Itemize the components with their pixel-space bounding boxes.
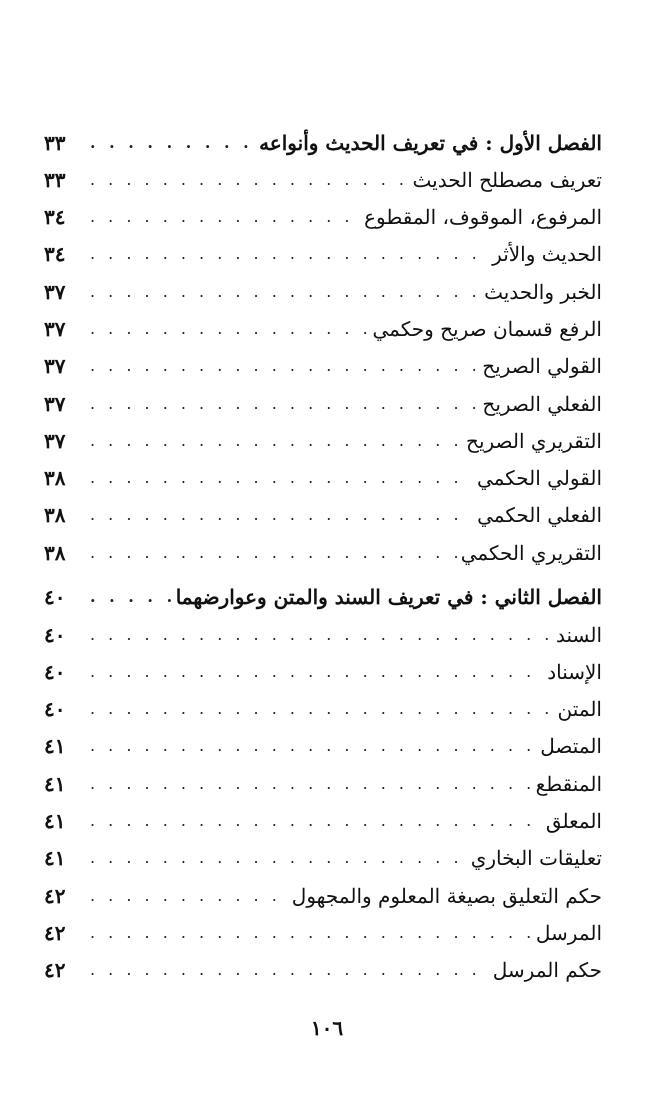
dot-leader — [90, 776, 532, 794]
toc-page-number: ٣٤ — [44, 242, 66, 267]
toc-entry-title: الفصل الثاني : في تعريف السند والمتن وعوارضهما — [175, 585, 602, 610]
toc-page-number: ٤١ — [44, 846, 66, 871]
dot-leader — [90, 507, 473, 525]
toc-page-number: ٤٠ — [44, 585, 66, 610]
toc-entry — [44, 264, 602, 304]
toc-entry — [44, 339, 602, 379]
toc-page-number: ٣٧ — [44, 279, 66, 304]
dot-leader — [90, 284, 480, 302]
dot-leader — [90, 589, 172, 607]
toc-chapter-heading — [44, 569, 602, 608]
toc-entry-title: السند — [555, 622, 602, 647]
dot-leader — [90, 545, 457, 563]
dot-leader — [90, 738, 536, 756]
dot-leader — [90, 627, 552, 645]
toc-page-number: ٤٠ — [44, 697, 66, 722]
toc-entry — [44, 906, 602, 943]
dot-leader — [90, 701, 554, 719]
toc-page-number: ٤١ — [44, 809, 66, 834]
toc-entry — [44, 756, 602, 796]
dot-leader — [90, 396, 478, 414]
dot-leader — [90, 135, 255, 153]
toc-entry-title: التقريري الصريح — [466, 428, 602, 453]
table-of-contents — [44, 114, 602, 983]
toc-entry — [44, 794, 602, 834]
toc-entry-title: القولي الصريح — [482, 354, 602, 379]
toc-entry-title: تعريف مصطلح الحديث — [412, 167, 602, 192]
toc-entry-title: الإسناد — [547, 659, 602, 684]
toc-page-number: ٤٠ — [44, 622, 66, 647]
toc-entry — [44, 153, 602, 190]
page-number-footer: ١٠٦ — [310, 1016, 344, 1040]
toc-entry — [44, 831, 602, 871]
toc-page-number: ٣٧ — [44, 428, 66, 453]
toc-page-number: ٣٣ — [44, 167, 66, 192]
toc-entry — [44, 227, 602, 267]
toc-entry-title: المعلق — [545, 809, 602, 834]
toc-page-number: ٤٢ — [44, 958, 66, 983]
toc-entry-title: الخبر والحديث — [484, 279, 602, 304]
toc-entry-title: الرفع قسمان صريح وحكمي — [372, 316, 602, 341]
dot-leader — [90, 172, 409, 190]
toc-page-number: ٣٣ — [44, 130, 66, 155]
toc-entry-title: تعليقات البخاري — [470, 846, 602, 871]
toc-entry-title: الحديث والأثر — [492, 242, 602, 267]
dot-leader — [90, 470, 473, 488]
dot-leader — [90, 321, 368, 339]
toc-entry — [44, 943, 602, 983]
toc-entry-title: القولي الحكمي — [476, 466, 602, 491]
toc-page-number: ٤١ — [44, 771, 66, 796]
toc-entry — [44, 868, 602, 908]
toc-entry-title: التقريري الحكمي — [460, 540, 602, 565]
toc-page-number: ٣٨ — [44, 503, 66, 528]
toc-page-number: ٣٨ — [44, 466, 66, 491]
toc-page-number: ٣٧ — [44, 391, 66, 416]
toc-page-number: ٤١ — [44, 734, 66, 759]
dot-leader — [90, 850, 467, 868]
toc-entry-title: المرفوع، الموقوف، المقطوع — [364, 205, 602, 230]
toc-entry-title: الفعلي الحكمي — [477, 503, 602, 528]
toc-entry-title: حكم التعليق بصيغة المعلوم والمجهول — [291, 883, 602, 908]
dot-leader — [90, 246, 488, 264]
dot-leader — [90, 925, 532, 943]
toc-chapter-heading — [44, 114, 602, 153]
toc-page-number: ٣٧ — [44, 354, 66, 379]
toc-entry — [44, 645, 602, 682]
toc-page-number: ٣٨ — [44, 540, 66, 565]
toc-entry — [44, 682, 602, 722]
toc-page-number: ٣٤ — [44, 205, 66, 230]
dot-leader — [90, 962, 489, 980]
toc-entry-title: الفعلي الصريح — [482, 391, 602, 416]
toc-entry — [44, 414, 602, 451]
dot-leader — [90, 888, 288, 906]
dot-leader — [90, 358, 478, 376]
dot-leader — [90, 209, 360, 227]
toc-entry — [44, 607, 602, 647]
toc-entry — [44, 488, 602, 528]
dot-leader — [90, 433, 462, 451]
toc-entry — [44, 190, 602, 230]
toc-entry-title: المنقطع — [535, 771, 602, 796]
toc-entry-title: المتصل — [540, 734, 602, 759]
dot-leader — [90, 813, 542, 831]
toc-entry-title: المرسل — [535, 920, 602, 945]
toc-entry-title: الفصل الأول : في تعريف الحديث وأنواعه — [259, 130, 602, 155]
toc-page-number: ٤٢ — [44, 920, 66, 945]
dot-leader — [90, 664, 543, 682]
toc-entry — [44, 451, 602, 491]
toc-page-number: ٣٧ — [44, 316, 66, 341]
toc-entry-title: المتن — [557, 697, 602, 722]
toc-entry — [44, 302, 602, 339]
toc-entry — [44, 719, 602, 759]
toc-entry — [44, 525, 602, 565]
toc-entry — [44, 376, 602, 416]
toc-page-number: ٤٢ — [44, 883, 66, 908]
toc-page-number: ٤٠ — [44, 659, 66, 684]
toc-entry-title: حكم المرسل — [492, 958, 602, 983]
